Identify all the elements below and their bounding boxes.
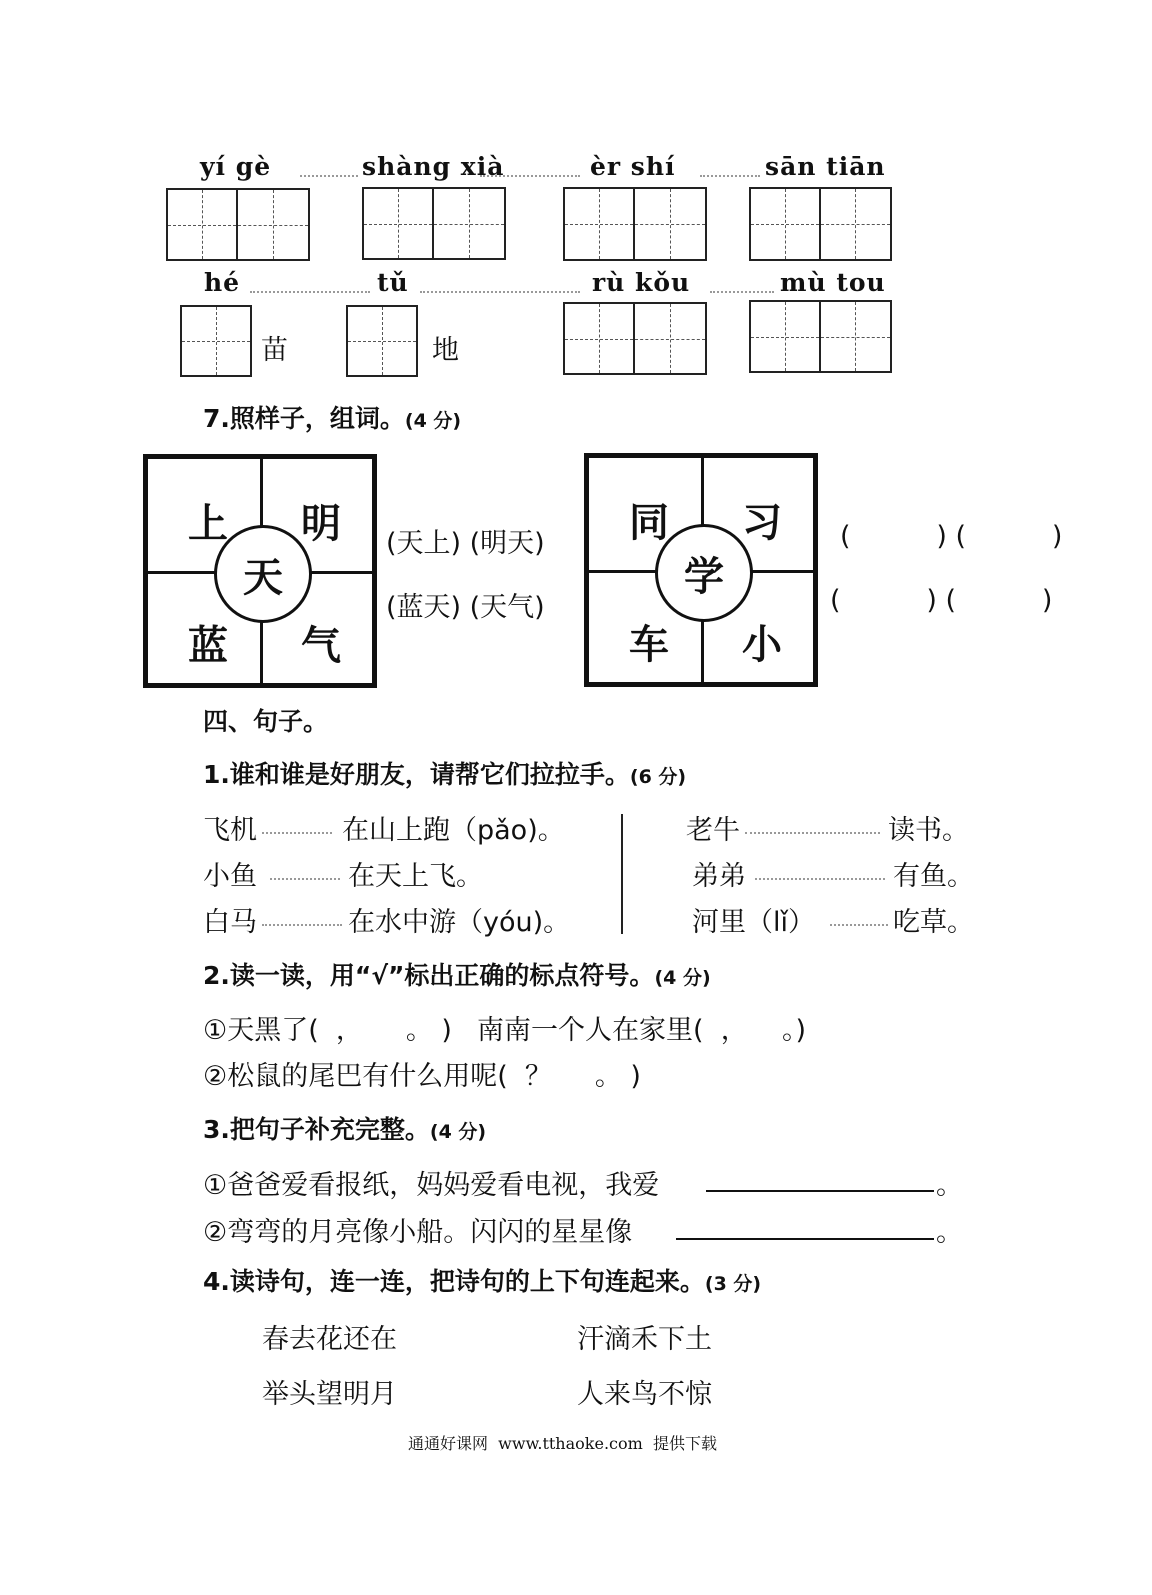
footer-text: 通通好课网 www.tthaoke.com 提供下载 [408, 1434, 717, 1453]
q7-exercise-blanks-1[interactable]: ( ) ( ) [840, 521, 1063, 552]
q1-title: 1.谁和谁是好朋友，请帮它们拉拉手。(6 分) [203, 760, 687, 789]
corner-char: 习 [742, 500, 782, 546]
pinyin-5: hé [204, 268, 241, 297]
center-char: 天 [214, 525, 312, 623]
writing-grid-2[interactable] [362, 187, 506, 260]
pinyin-4: sān tiān [765, 152, 886, 181]
matching-left-predicate: 在山上跑（pǎo)。 [342, 815, 565, 846]
writing-grid-4[interactable] [749, 187, 892, 261]
corner-char: 气 [301, 623, 341, 669]
section4-title: 四、句子。 [203, 707, 329, 736]
q3-title: 3.把句子补充完整。(4 分) [203, 1115, 487, 1144]
matching-left-subject: 白马 [203, 907, 257, 938]
poem-right-line: 汗滴禾下土 [577, 1324, 712, 1355]
q2-sentence-1a[interactable]: ①天黑了( ， 。 ) [203, 1015, 452, 1046]
pinyin-1: yí gè [200, 152, 272, 181]
q3-sentence-2: ②弯弯的月亮像小船。闪闪的星星像 [203, 1217, 633, 1248]
pinyin-7: rù kǒu [592, 268, 691, 297]
matching-left-subject: 小鱼 [203, 861, 257, 892]
writing-grid-1[interactable] [166, 188, 310, 261]
matching-right-subject: 河里（lǐ） [692, 907, 816, 938]
grid-5-suffix: 苗 [261, 335, 288, 366]
grid-6-suffix: 地 [432, 335, 459, 366]
writing-grid-5[interactable] [180, 305, 252, 377]
pinyin-6: tǔ [377, 268, 409, 297]
q2-sentence-1b[interactable]: 南南一个人在家里( ， 。) [477, 1015, 807, 1046]
matching-right-predicate: 读书。 [888, 815, 969, 846]
poem-left-line: 春去花还在 [262, 1324, 397, 1355]
q2-title: 2.读一读，用“√”标出正确的标点符号。(4 分) [203, 961, 711, 990]
writing-grid-6[interactable] [346, 305, 418, 377]
q7-exercise-blanks-2[interactable]: ( ) ( ) [830, 585, 1053, 616]
poem-left-line: 举头望明月 [262, 1379, 397, 1410]
matching-right-predicate: 有鱼。 [893, 861, 974, 892]
corner-char: 同 [629, 500, 669, 546]
pinyin-3: èr shí [590, 152, 676, 181]
q3-end-2: 。 [936, 1217, 963, 1248]
pinyin-8: mù tou [780, 268, 886, 297]
center-char: 学 [655, 524, 753, 622]
matching-right-subject: 老牛 [686, 815, 740, 846]
corner-char: 小 [742, 622, 782, 668]
q7-example-answers-2: (蓝天) (天气) [386, 592, 545, 623]
matching-divider [621, 814, 623, 934]
q4-title: 4.读诗句，连一连，把诗句的上下句连起来。(3 分) [203, 1267, 762, 1296]
matching-left-predicate: 在天上飞。 [348, 861, 483, 892]
q3-blank-2[interactable] [676, 1238, 934, 1240]
q7-title: 7.照样子，组词。(4 分) [203, 404, 462, 433]
corner-char: 明 [301, 501, 341, 547]
matching-right-predicate: 吃草。 [893, 907, 974, 938]
pinyin-2: shàng xià [362, 152, 505, 181]
writing-grid-8[interactable] [749, 300, 892, 373]
writing-grid-3[interactable] [563, 187, 707, 261]
corner-char: 车 [629, 622, 669, 668]
writing-grid-7[interactable] [563, 302, 707, 375]
matching-right-subject: 弟弟 [692, 861, 746, 892]
matching-left-predicate: 在水中游（yóu)。 [348, 907, 571, 938]
corner-char: 上 [188, 501, 228, 547]
q7-example-answers-1: (天上) (明天) [386, 528, 545, 559]
q2-sentence-2[interactable]: ②松鼠的尾巴有什么用呢( ？ 。 ) [203, 1061, 641, 1092]
q3-sentence-1: ①爸爸爱看报纸，妈妈爱看电视，我爱 [203, 1170, 660, 1201]
q3-end-1: 。 [936, 1170, 963, 1201]
q7-example-grid [143, 454, 377, 688]
q7-exercise-grid [584, 453, 818, 687]
corner-char: 蓝 [188, 623, 228, 669]
q3-blank-1[interactable] [706, 1190, 934, 1192]
poem-right-line: 人来鸟不惊 [577, 1379, 712, 1410]
matching-left-subject: 飞机 [203, 815, 257, 846]
